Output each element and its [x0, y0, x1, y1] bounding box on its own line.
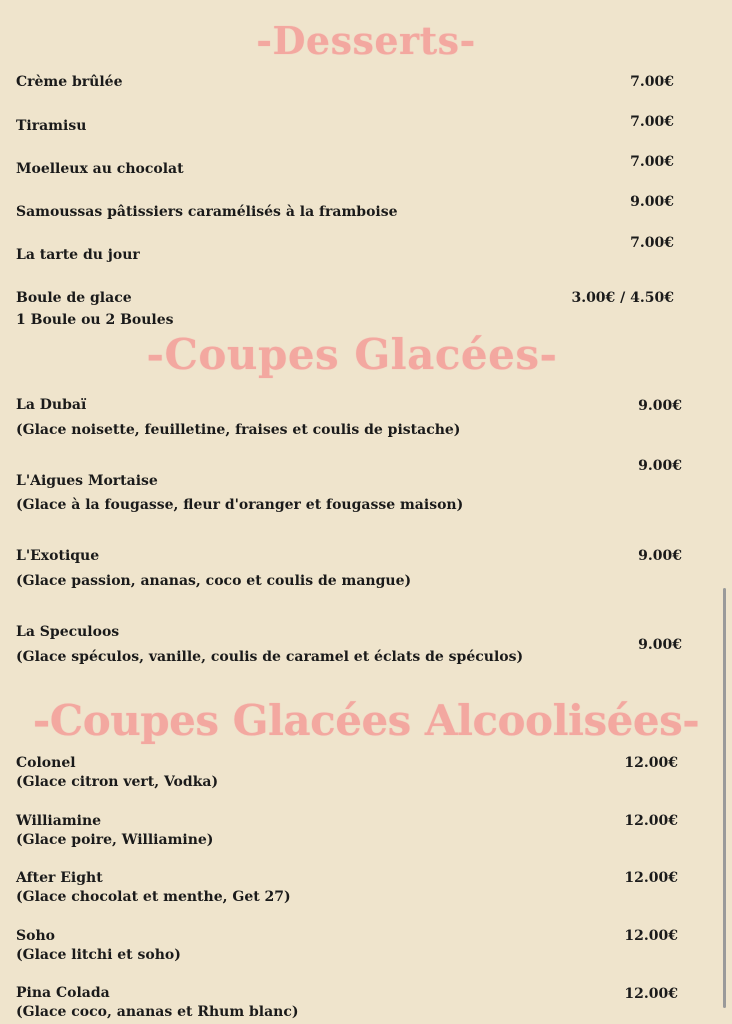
- menu-item-name: Crème brûlée: [16, 74, 123, 90]
- menu-item-name: Samoussas pâtissiers caramélisés à la framboise: [16, 204, 398, 220]
- menu-item-description: (Glace litchi et soho): [16, 947, 181, 963]
- menu-item-name: La tarte du jour: [16, 247, 140, 263]
- menu-item-description: (Glace poire, Williamine): [16, 832, 214, 848]
- menu-item-price: 12.00€: [624, 986, 678, 1002]
- menu-item-price: 7.00€: [630, 154, 674, 170]
- menu-item-description: (Glace à la fougasse, fleur d'oranger et fougasse maison): [16, 497, 464, 513]
- menu-item-description: (Glace coco, ananas et Rhum blanc): [16, 1004, 299, 1020]
- menu-item-name: Williamine: [16, 813, 102, 829]
- menu-item-name: Tiramisu: [16, 118, 87, 134]
- section-title-desserts: -Desserts-: [256, 18, 476, 63]
- menu-item-description: (Glace noisette, feuilletine, fraises et coulis de pistache): [16, 422, 461, 438]
- menu-item-name: Moelleux au chocolat: [16, 161, 184, 177]
- menu-item-name: Pina Colada: [16, 985, 110, 1001]
- menu-item-name: L'Aigues Mortaise: [16, 473, 158, 489]
- menu-item-price: 7.00€: [630, 114, 674, 130]
- menu-item-price: 7.00€: [630, 74, 674, 90]
- menu-item-price: 9.00€: [630, 194, 674, 210]
- menu-item-price: 9.00€: [638, 637, 682, 653]
- menu-item-name: Colonel: [16, 755, 76, 771]
- menu-item-price: 12.00€: [624, 928, 678, 944]
- menu-item-name: La Speculoos: [16, 624, 120, 640]
- menu-item-price: 12.00€: [624, 755, 678, 771]
- menu-item-price: 9.00€: [638, 548, 682, 564]
- section-title-coupes-glacees: -Coupes Glacées-: [146, 330, 558, 379]
- section-title-coupes-glacees-alcoolisees: -Coupes Glacées Alcoolisées-: [32, 696, 700, 745]
- menu-item-price: 7.00€: [630, 235, 674, 251]
- menu-item-name: Soho: [16, 928, 55, 944]
- menu-item-name: L'Exotique: [16, 548, 100, 564]
- menu-item-description: (Glace citron vert, Vodka): [16, 774, 219, 790]
- menu-item-name: La Dubaï: [16, 397, 87, 413]
- menu-item-name: After Eight: [16, 870, 103, 886]
- menu-item-description: (Glace passion, ananas, coco et coulis de mangue): [16, 573, 412, 589]
- menu-item-description: (Glace chocolat et menthe, Get 27): [16, 889, 291, 905]
- menu-item-price: 12.00€: [624, 813, 678, 829]
- menu-item-description: (Glace spéculos, vanille, coulis de caramel et éclats de spéculos): [16, 649, 524, 665]
- menu-item-price: 9.00€: [638, 458, 682, 474]
- menu-item-price: 12.00€: [624, 870, 678, 886]
- vertical-scrollbar[interactable]: [723, 588, 726, 1008]
- menu-item-price: 3.00€ / 4.50€: [571, 290, 674, 306]
- menu-item-description: 1 Boule ou 2 Boules: [16, 312, 174, 328]
- menu-item-name: Boule de glace: [16, 290, 132, 306]
- menu-item-price: 9.00€: [638, 398, 682, 414]
